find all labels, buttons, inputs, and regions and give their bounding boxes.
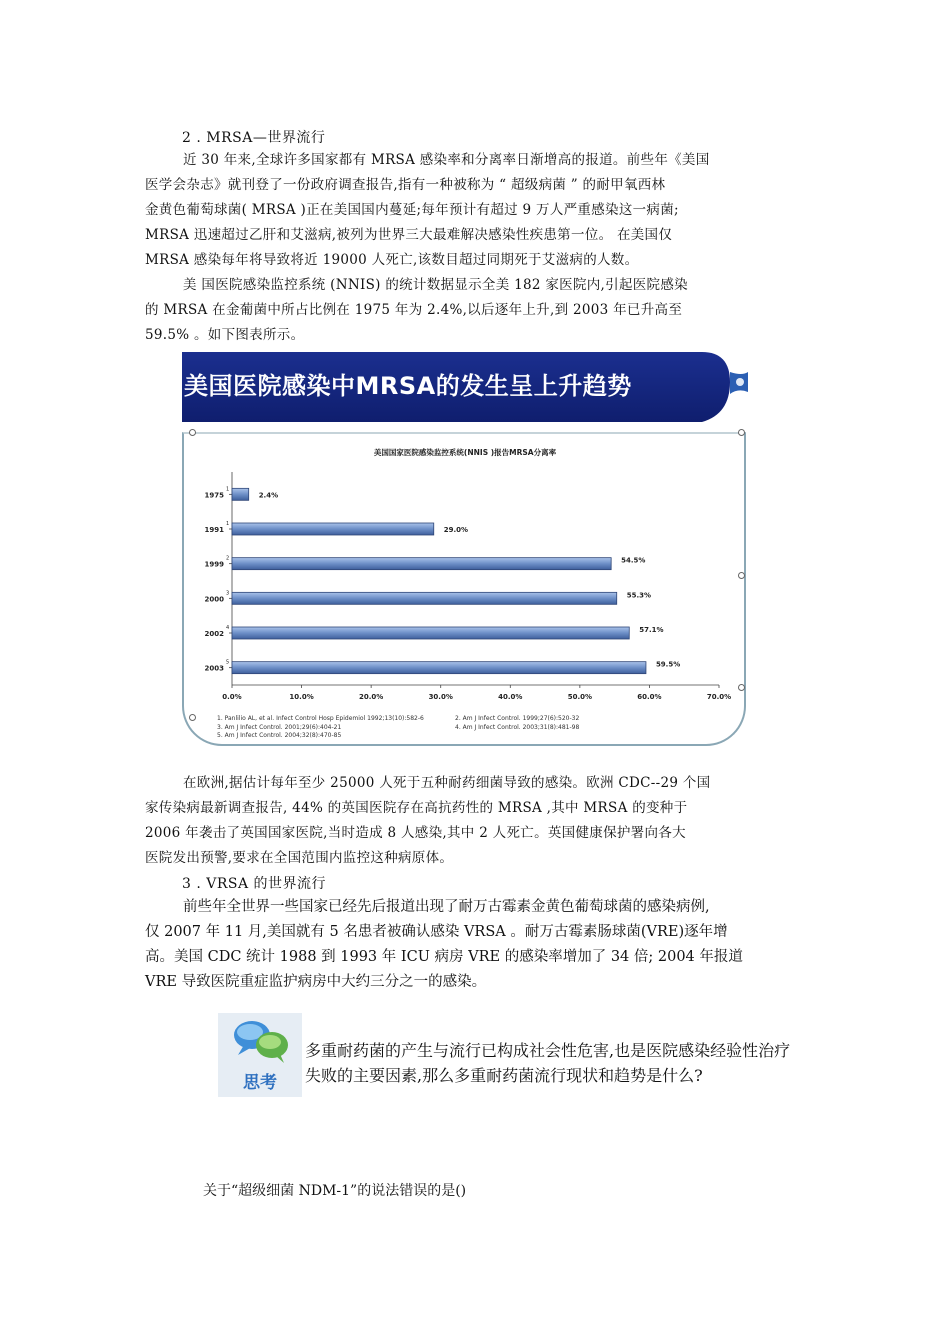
footnote-1: 1. Panlilio AL, et al. Infect Control Hosp Epidemiol 1992;13(10):582-6 — [217, 715, 424, 722]
bar-value-label: 57.1% — [639, 626, 664, 634]
y-tick-label: 2000 — [204, 595, 224, 604]
x-tick-label: 30.0% — [428, 693, 453, 701]
text-line: 金黄色葡萄球菌( MRSA )正在美国国内蔓延;每年预计有超过 9 万人严重感染这一病菌; — [145, 202, 679, 218]
y-tick-superscript: 5 — [226, 659, 230, 666]
question-prompt: 关于“超级细菌 NDM-1”的说法错误的是() — [203, 1183, 467, 1199]
text-line: 失败的主要因素,那么多重耐药菌流行现状和趋势是什么? — [305, 1066, 703, 1085]
x-tick-label: 60.0% — [637, 693, 662, 701]
y-tick-superscript: 1 — [226, 521, 230, 527]
bar-value-label: 55.3% — [626, 591, 652, 600]
bar-value-label: 59.5% — [655, 660, 681, 669]
bar — [232, 627, 629, 639]
text-line: 多重耐药菌的产生与流行已构成社会性危害,也是医院感染经验性治疗 — [305, 1041, 791, 1060]
text-line: 的 MRSA 在金葡菌中所占比例在 1975 年为 2.4%,以后逐年上升,到 2003 年已升高至 — [145, 302, 683, 318]
text-line: 高。美国 CDC 统计 1988 到 1993 年 ICU 病房 VRE 的感染率增加了 34 倍; 2004 年报道 — [145, 949, 743, 965]
y-tick-superscript: 2 — [226, 555, 230, 562]
bar — [232, 558, 611, 570]
y-tick-label: 1999 — [204, 560, 224, 569]
x-tick-label: 20.0% — [358, 693, 384, 701]
text-line: 2006 年袭击了英国国家医院,当时造成 8 人感染,其中 2 人死亡。英国健康保护署向各大 — [145, 825, 686, 841]
y-tick-superscript: 4 — [226, 625, 230, 631]
text-line: 在欧洲,据估计每年至少 25000 人死于五种耐药细菌导致的感染。欧洲 CDC--29 个国 — [183, 775, 711, 791]
x-tick-label: 40.0% — [498, 693, 523, 701]
think-prompt — [305, 1038, 905, 1088]
x-tick-label: 50.0% — [567, 693, 593, 701]
bar — [232, 592, 617, 604]
bar-value-label: 54.5% — [621, 556, 646, 565]
y-tick-label: 1975 — [204, 491, 224, 500]
section-2-paragraph-1 — [145, 148, 805, 273]
x-tick-label: 10.0% — [289, 693, 314, 701]
text-line: VRE 导致医院重症监护病房中大约三分之一的感染。 — [145, 974, 487, 990]
text-line: MRSA 感染每年将导致将近 19000 人死亡,该数目超过同期死于艾滋病的人数。 — [145, 252, 639, 268]
think-icon-label: 思考 — [243, 1073, 277, 1093]
bar-value-label: 2.4% — [258, 491, 279, 500]
footnote-4: 4. Am J Infect Control. 2003;31(8):481-98 — [455, 723, 580, 731]
y-tick-superscript: 3 — [226, 590, 230, 597]
text-line: MRSA 迅速超过乙肝和艾滋病,被列为世界三大最难解决感染性疾患第一位。 在美国仅 — [145, 227, 673, 243]
section-3-heading: 3 . VRSA 的世界流行 — [182, 876, 327, 892]
bar — [232, 523, 434, 535]
section-2-heading: 2 . MRSA—世界流行 — [182, 130, 326, 146]
mrsa-trend-figure — [182, 352, 748, 748]
figure-banner-title: 美国医院感染中MRSA的发生呈上升趋势 — [184, 372, 632, 400]
bar — [232, 488, 249, 500]
footnote-2: 2. Am J Infect Control. 1999;27(6):520-32 — [455, 715, 580, 722]
chart-title: 美国国家医院感染监控系统(NNIS )报告MRSA分离率 — [373, 448, 557, 457]
text-line: 59.5% 。如下图表所示。 — [145, 327, 305, 343]
text-line: 美 国医院感染监控系统 (NNIS) 的统计数据显示全美 182 家医院内,引起医院感染 — [183, 277, 688, 293]
think-icon — [218, 1013, 302, 1097]
y-tick-superscript: 1 — [226, 486, 230, 493]
text-line: 前些年全世界一些国家已经先后报道出现了耐万古霉素金黄色葡萄球菌的感染病例, — [183, 899, 710, 915]
footnote-5: 5. Am J Infect Control. 2004;32(8):470-85 — [217, 732, 342, 739]
text-line: 医学会杂志》就刊登了一份政府调查报告,指有一种被称为 “ 超级病菌 ” 的耐甲氧西林 — [145, 177, 666, 193]
text-line: 医院发出预警,要求在全国范围内监控这种病原体。 — [145, 850, 454, 866]
y-tick-label: 2002 — [204, 630, 224, 638]
y-tick-label: 1991 — [204, 526, 224, 534]
chart-footnotes — [217, 715, 579, 741]
x-tick-label: 0.0% — [222, 693, 242, 701]
y-tick-label: 2003 — [204, 664, 224, 673]
text-line: 近 30 年来,全球许多国家都有 MRSA 感染率和分离率日渐增高的报道。前些年《美国 — [183, 152, 710, 168]
bar-value-label: 29.0% — [443, 526, 469, 534]
footnote-3: 3. Am J Infect Control. 2001;29(6):404-21 — [217, 723, 342, 731]
text-line: 家传染病最新调查报告, 44% 的英国医院存在高抗药性的 MRSA ,其中 MRSA 的变种于 — [145, 800, 688, 816]
europe-paragraph — [145, 771, 805, 871]
text-line: 仅 2007 年 11 月,美国就有 5 名患者被确认感染 VRSA 。耐万古霉素肠球菌(VRE)逐年增 — [145, 924, 728, 940]
section-3-paragraph — [145, 895, 805, 995]
bar-chart — [182, 352, 748, 748]
x-tick-label: 70.0% — [706, 693, 732, 701]
section-2-paragraph-2 — [145, 273, 805, 348]
bar — [232, 662, 646, 674]
